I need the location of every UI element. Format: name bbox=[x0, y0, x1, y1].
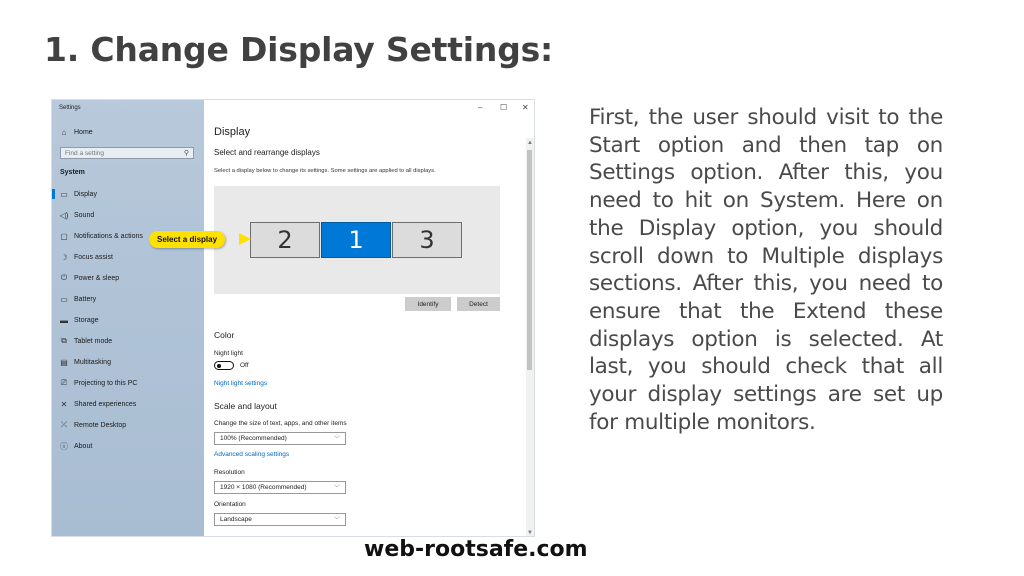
sidebar-item-notifications[interactable] bbox=[58, 230, 143, 242]
resolution-value: 1920 × 1080 (Recommended) bbox=[220, 484, 307, 491]
sidebar-item-power-sleep[interactable] bbox=[58, 272, 119, 284]
settings-window-screenshot bbox=[52, 100, 534, 536]
active-indicator bbox=[52, 189, 55, 199]
multitasking-icon: ▤ bbox=[60, 357, 68, 367]
scroll-up-icon[interactable]: ▲ bbox=[527, 140, 533, 146]
window-title: Settings bbox=[59, 105, 81, 111]
night-light-label: Night light bbox=[214, 350, 243, 357]
night-light-toggle[interactable] bbox=[214, 361, 234, 370]
detect-button[interactable]: Detect bbox=[457, 297, 500, 311]
sidebar-item-label: Multitasking bbox=[74, 358, 111, 366]
footer-website: web-rootsafe.com bbox=[364, 537, 588, 562]
sidebar-section-title: System bbox=[60, 169, 85, 176]
scroll-down-icon[interactable]: ▼ bbox=[527, 530, 533, 536]
select-display-callout: Select a display bbox=[149, 231, 225, 248]
display-icon: ▭ bbox=[60, 189, 68, 199]
remote-desktop-icon: ⤫ bbox=[60, 420, 68, 429]
rearrange-description: Select a display below to change its settings. Some settings are applied to all displays. bbox=[214, 168, 436, 174]
scale-value: 100% (Recommended) bbox=[220, 435, 287, 442]
sidebar-item-sound[interactable] bbox=[58, 209, 94, 221]
find-setting-search[interactable] bbox=[60, 147, 194, 159]
battery-icon: ▭ bbox=[60, 294, 68, 304]
focus-assist-icon: ☽ bbox=[60, 252, 68, 262]
sidebar-item-projecting[interactable] bbox=[58, 377, 137, 389]
monitor-2[interactable]: 2 bbox=[250, 222, 320, 258]
page-title: Display bbox=[214, 126, 251, 138]
scale-dropdown[interactable] bbox=[214, 432, 346, 445]
orientation-dropdown[interactable] bbox=[214, 513, 346, 526]
advanced-scaling-link[interactable]: Advanced scaling settings bbox=[214, 451, 290, 458]
sound-icon: ◁) bbox=[59, 210, 69, 220]
instruction-text: First, the user should visit to the Start option and then tap on Settings option. After this, you need to hit on System. Here on the Display option, you should scroll down to Multiple displays sections. After this, you need to ensure that the Extend these displays option is selected. At last, you should check that all your display settings are set up for multiple monitors. bbox=[589, 105, 943, 435]
sidebar-item-remote-desktop[interactable] bbox=[58, 419, 126, 431]
night-light-settings-link[interactable]: Night light settings bbox=[214, 380, 268, 387]
maximize-button[interactable]: ☐ bbox=[500, 103, 508, 112]
sidebar-item-label: Projecting to this PC bbox=[74, 379, 138, 387]
sidebar-item-storage[interactable] bbox=[58, 314, 99, 326]
sidebar-item-shared-experiences[interactable] bbox=[58, 398, 136, 410]
resolution-label: Resolution bbox=[214, 469, 245, 476]
sidebar-item-display[interactable] bbox=[58, 188, 97, 200]
close-button[interactable]: ✕ bbox=[522, 103, 529, 112]
scrollbar-thumb[interactable] bbox=[527, 150, 532, 370]
sidebar-item-label: Sound bbox=[74, 211, 95, 219]
sidebar-item-tablet-mode[interactable] bbox=[58, 335, 112, 347]
toggle-knob bbox=[217, 364, 221, 368]
rearrange-displays-heading: Select and rearrange displays bbox=[214, 148, 320, 157]
orientation-label: Orientation bbox=[214, 501, 246, 508]
sidebar-item-about[interactable] bbox=[58, 440, 92, 452]
display-arrangement-area bbox=[214, 186, 500, 294]
about-icon: ⓘ bbox=[60, 441, 68, 451]
sidebar-item-label: Focus assist bbox=[74, 253, 113, 261]
sidebar-item-label: About bbox=[74, 442, 93, 450]
sidebar-item-label: Home bbox=[74, 128, 93, 136]
resolution-dropdown[interactable] bbox=[214, 481, 346, 494]
sidebar-item-battery[interactable] bbox=[58, 293, 96, 305]
scale-layout-heading: Scale and layout bbox=[214, 401, 277, 411]
monitor-1[interactable]: 1 bbox=[321, 222, 391, 258]
sidebar-item-label: Storage bbox=[74, 316, 99, 324]
sidebar-item-label: Display bbox=[74, 190, 97, 198]
sidebar-item-label: Notifications & actions bbox=[74, 232, 143, 240]
chevron-down-icon: ﹀ bbox=[333, 437, 340, 443]
callout-arrow-icon bbox=[239, 233, 251, 245]
search-placeholder: Find a setting bbox=[65, 149, 105, 157]
chevron-down-icon: ﹀ bbox=[333, 486, 340, 492]
storage-icon: ▬ bbox=[60, 315, 68, 325]
sidebar-item-home[interactable] bbox=[58, 126, 93, 138]
chevron-down-icon: ﹀ bbox=[333, 518, 340, 524]
shared-experiences-icon: ✕ bbox=[60, 399, 68, 409]
color-heading: Color bbox=[214, 330, 235, 340]
sidebar-item-label: Power & sleep bbox=[74, 274, 120, 282]
scale-label: Change the size of text, apps, and other items bbox=[214, 420, 347, 427]
notifications-icon: ▢ bbox=[60, 231, 68, 241]
projecting-icon: ⎚ bbox=[60, 378, 68, 387]
minimize-button[interactable]: – bbox=[478, 103, 483, 112]
display-settings-pane bbox=[204, 100, 534, 536]
identify-button[interactable]: Identify bbox=[405, 297, 451, 311]
search-icon: ⚲ bbox=[183, 150, 189, 157]
power-icon: ⏻ bbox=[60, 273, 68, 282]
tablet-mode-icon: ⧉ bbox=[61, 336, 67, 345]
slide-title: 1. Change Display Settings: bbox=[44, 30, 554, 69]
sidebar-item-label: Tablet mode bbox=[74, 337, 113, 345]
monitor-3[interactable]: 3 bbox=[392, 222, 462, 258]
orientation-value: Landscape bbox=[220, 516, 252, 523]
sidebar-item-multitasking[interactable] bbox=[58, 356, 111, 368]
night-light-state: Off bbox=[240, 362, 249, 369]
sidebar-item-label: Remote Desktop bbox=[74, 421, 127, 429]
sidebar-item-label: Battery bbox=[74, 295, 97, 303]
settings-sidebar bbox=[52, 100, 204, 536]
sidebar-item-focus-assist[interactable] bbox=[58, 251, 113, 263]
sidebar-item-label: Shared experiences bbox=[74, 400, 137, 408]
home-icon: ⌂ bbox=[61, 127, 67, 137]
